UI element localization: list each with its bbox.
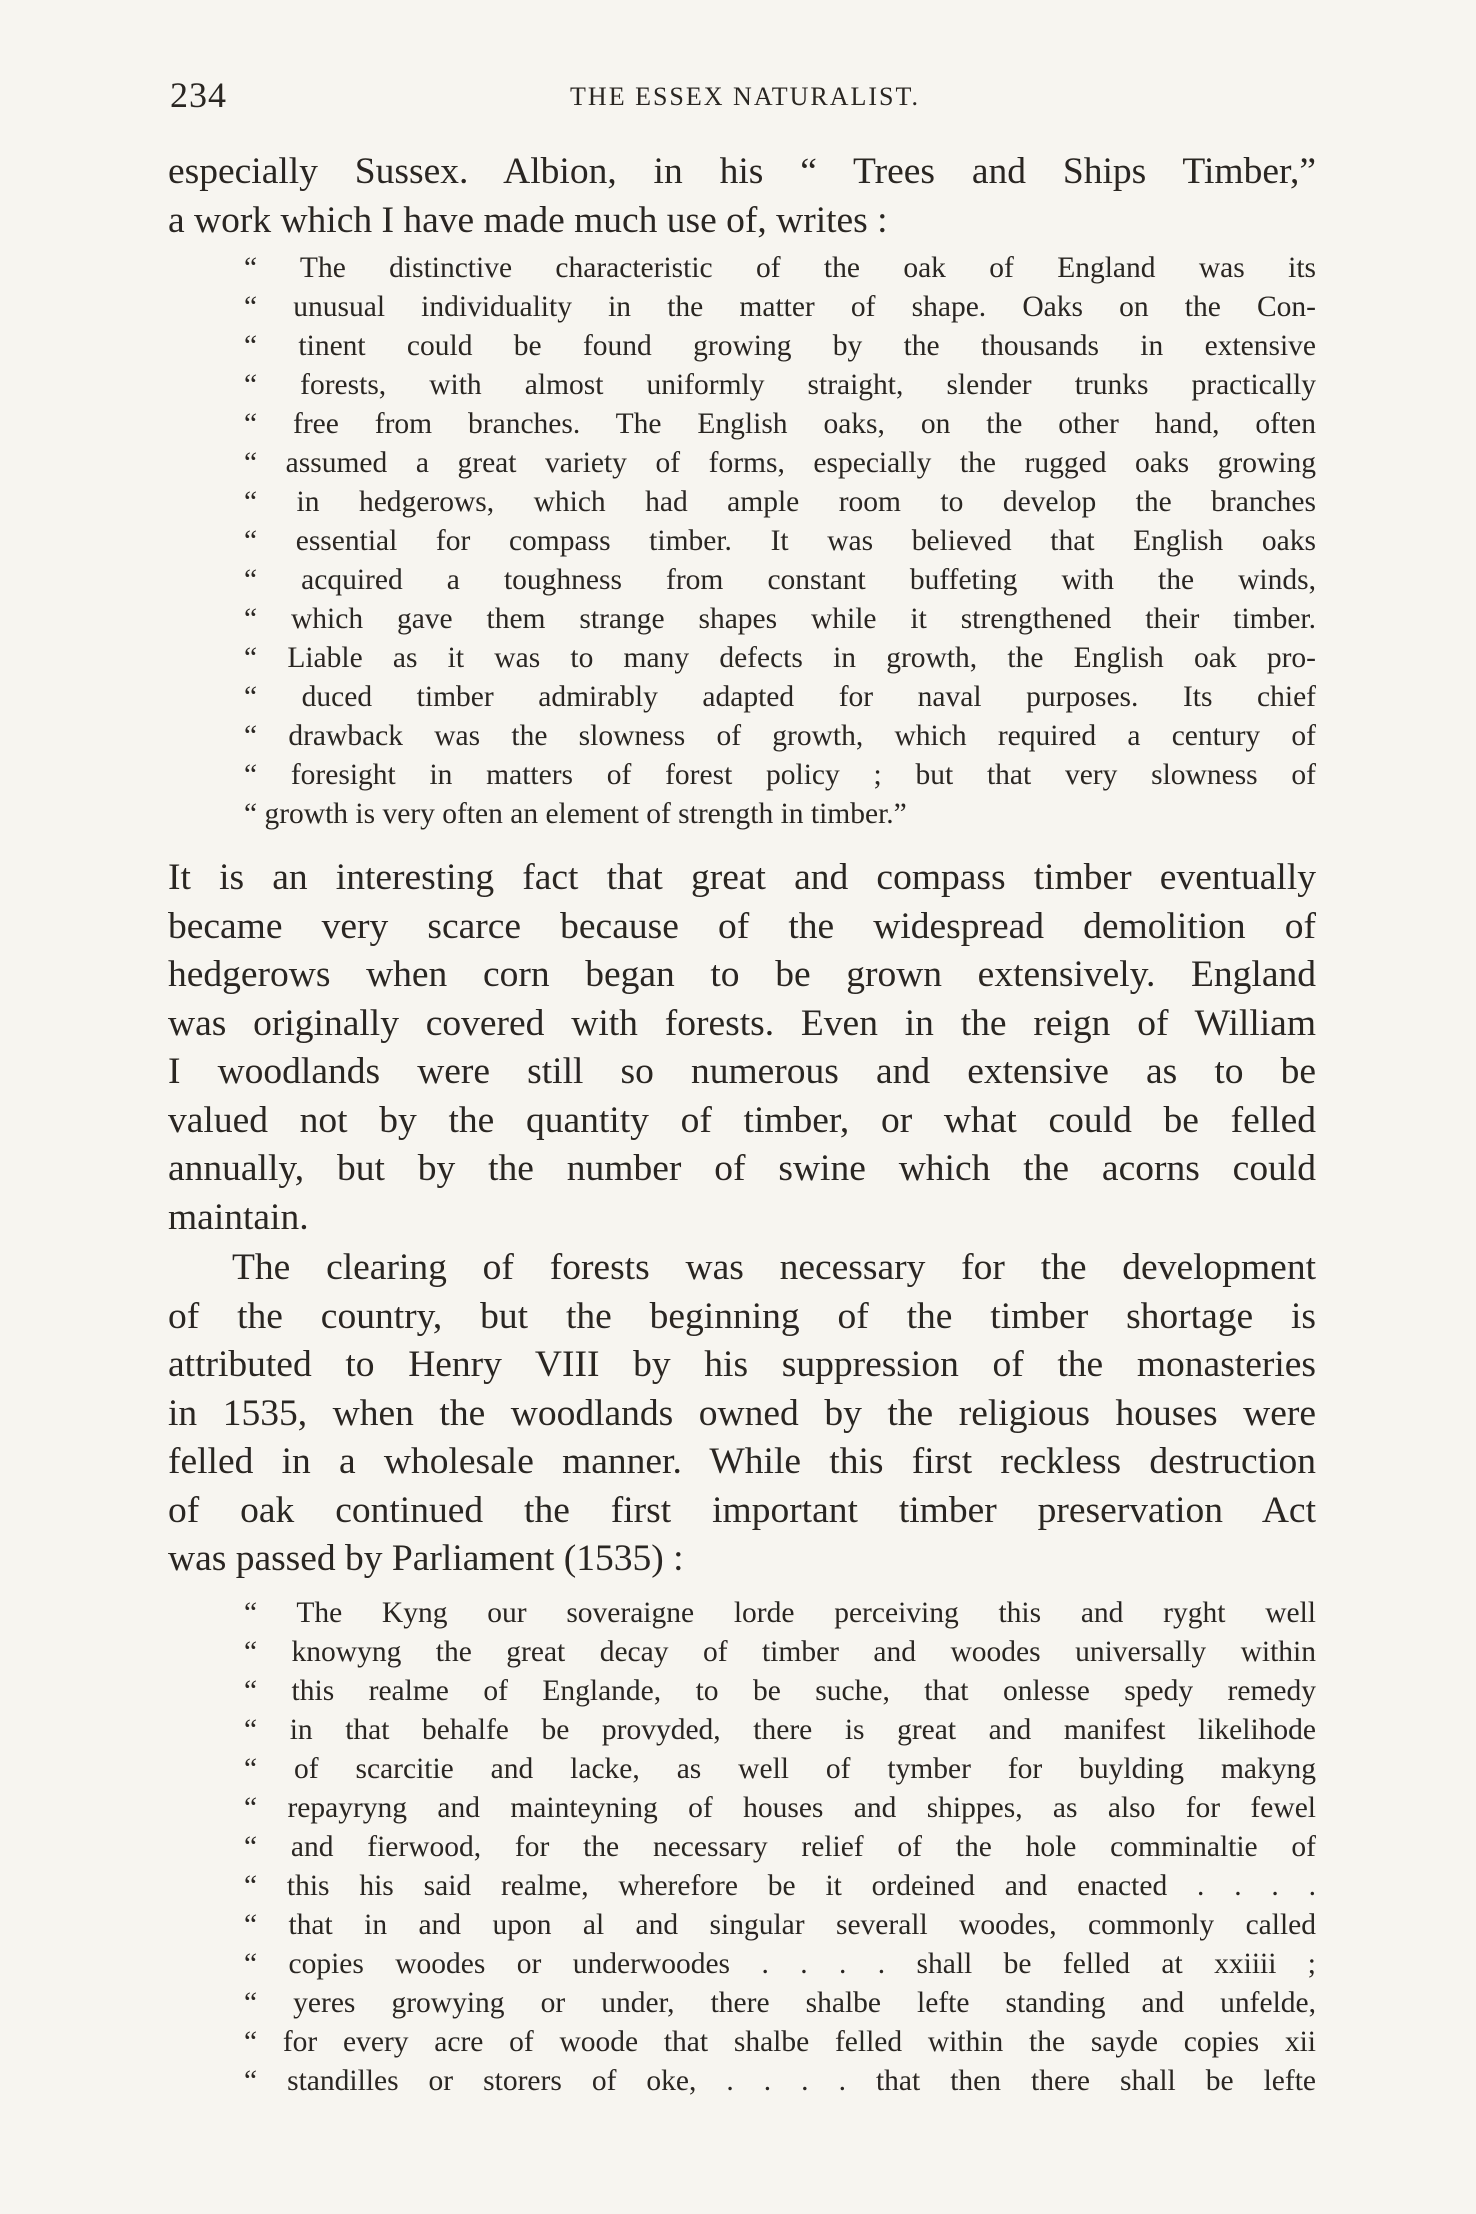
text-line: It is an interesting fact that great and compass timber eventually (168, 857, 1316, 898)
text-line: of oak continued the first important timber preservation Act (168, 1489, 1316, 1531)
quote-line: “ Liable as it was to many defects in growth, the English oak pro- (244, 642, 1316, 674)
text-line: especially Sussex. Albion, in his “ Trees and Ships Timber,” (168, 151, 1316, 192)
quote-line: “ forests, with almost uniformly straight, slender trunks practically (244, 369, 1316, 401)
text-line: was originally covered with forests. Even in the reign of William (168, 1002, 1316, 1044)
quote-line: “ standilles or storers of oke, . . . . that then there shall be lefte (244, 2064, 1316, 2097)
quote-line: “ The distinctive characteristic of the oak of England was its (244, 252, 1316, 284)
quote-line: “ copies woodes or underwoodes . . . . shall be felled at xxiiii ; (244, 1947, 1316, 1980)
quote-line: “ yeres growying or under, there shalbe lefte standing and unfelde, (244, 1986, 1316, 2019)
quote-line: “ which gave them strange shapes while it strengthened their timber. (244, 603, 1316, 635)
quote-line: “ acquired a toughness from constant buffeting with the winds, (244, 564, 1316, 596)
page-number: 234 (170, 75, 227, 115)
quote-line: “ drawback was the slowness of growth, which required a century of (244, 720, 1316, 752)
quote-line: “ free from branches. The English oaks, on the other hand, often (244, 408, 1316, 440)
quote-line: “ growth is very often an element of strength in timber.” (244, 798, 907, 830)
quote-line: “ duced timber admirably adapted for naval purposes. Its chief (244, 681, 1316, 713)
quote-line: “ in that behalfe be provyded, there is great and manifest likelihode (244, 1713, 1316, 1746)
text-line: I woodlands were still so numerous and extensive as to be (168, 1051, 1316, 1092)
text-line: was passed by Parliament (1535) : (168, 1538, 684, 1579)
quote-line: “ and fierwood, for the necessary relief of the hole comminaltie of (244, 1830, 1316, 1863)
quote-line: “ essential for compass timber. It was believed that English oaks (244, 525, 1316, 557)
text-line: of the country, but the beginning of the timber shortage is (168, 1295, 1316, 1337)
text-line: became very scarce because of the widespread demolition of (168, 905, 1316, 947)
intro-paragraph (168, 148, 1316, 245)
quote-line: “ this realme of Englande, to be suche, that onlesse spedy remedy (244, 1674, 1316, 1707)
text-line: attributed to Henry VIII by his suppression of the monasteries (168, 1344, 1316, 1385)
quote-line: “ unusual individuality in the matter of shape. Oaks on the Con- (244, 291, 1316, 323)
quote-line: “ that in and upon al and singular severall woodes, commonly called (244, 1908, 1316, 1941)
quote-line: “ assumed a great variety of forms, especially the rugged oaks growing (244, 447, 1316, 479)
quote-line: “ repayryng and mainteyning of houses and shippes, as also for fewel (244, 1791, 1316, 1824)
quote-line: “ of scarcitie and lacke, as well of tymber for buylding makyng (244, 1752, 1316, 1785)
text-line: The clearing of forests was necessary for the development (232, 1247, 1316, 1288)
text-line: valued not by the quantity of timber, or what could be felled (168, 1099, 1316, 1141)
quote-line: “ foresight in matters of forest policy ; but that very slowness of (244, 759, 1316, 791)
text-line: annually, but by the number of swine which the acorns could (168, 1148, 1316, 1189)
text-line: in 1535, when the woodlands owned by the religious houses were (168, 1392, 1316, 1434)
quote-line: “ tinent could be found growing by the thousands in extensive (244, 330, 1316, 362)
paragraph-clearing-forests (168, 1244, 1316, 1584)
running-title: THE ESSEX NATURALIST. (570, 82, 920, 111)
quote-line: “ for every acre of woode that shalbe felled within the sayde copies xii (244, 2025, 1316, 2058)
quotation-act-1535 (244, 1594, 1316, 2101)
quote-line: “ The Kyng our soveraigne lorde perceiving this and ryght well (244, 1596, 1316, 1629)
text-line: maintain. (168, 1196, 309, 1238)
quote-line: “ this his said realme, wherefore be it ordeined and enacted . . . . (244, 1869, 1316, 1902)
page-content (168, 148, 1316, 2101)
quotation-albion (244, 249, 1316, 834)
text-line: a work which I have made much use of, writes : (168, 199, 888, 241)
text-line: felled in a wholesale manner. While this first reckless destruction (168, 1441, 1316, 1482)
paragraph-timber-scarcity (168, 854, 1316, 1242)
text-line: hedgerows when corn began to be grown extensively. England (168, 954, 1316, 995)
page-header (170, 74, 1320, 124)
quote-line: “ in hedgerows, which had ample room to develop the branches (244, 486, 1316, 518)
quote-line: “ knowyng the great decay of timber and woodes universally within (244, 1635, 1316, 1668)
